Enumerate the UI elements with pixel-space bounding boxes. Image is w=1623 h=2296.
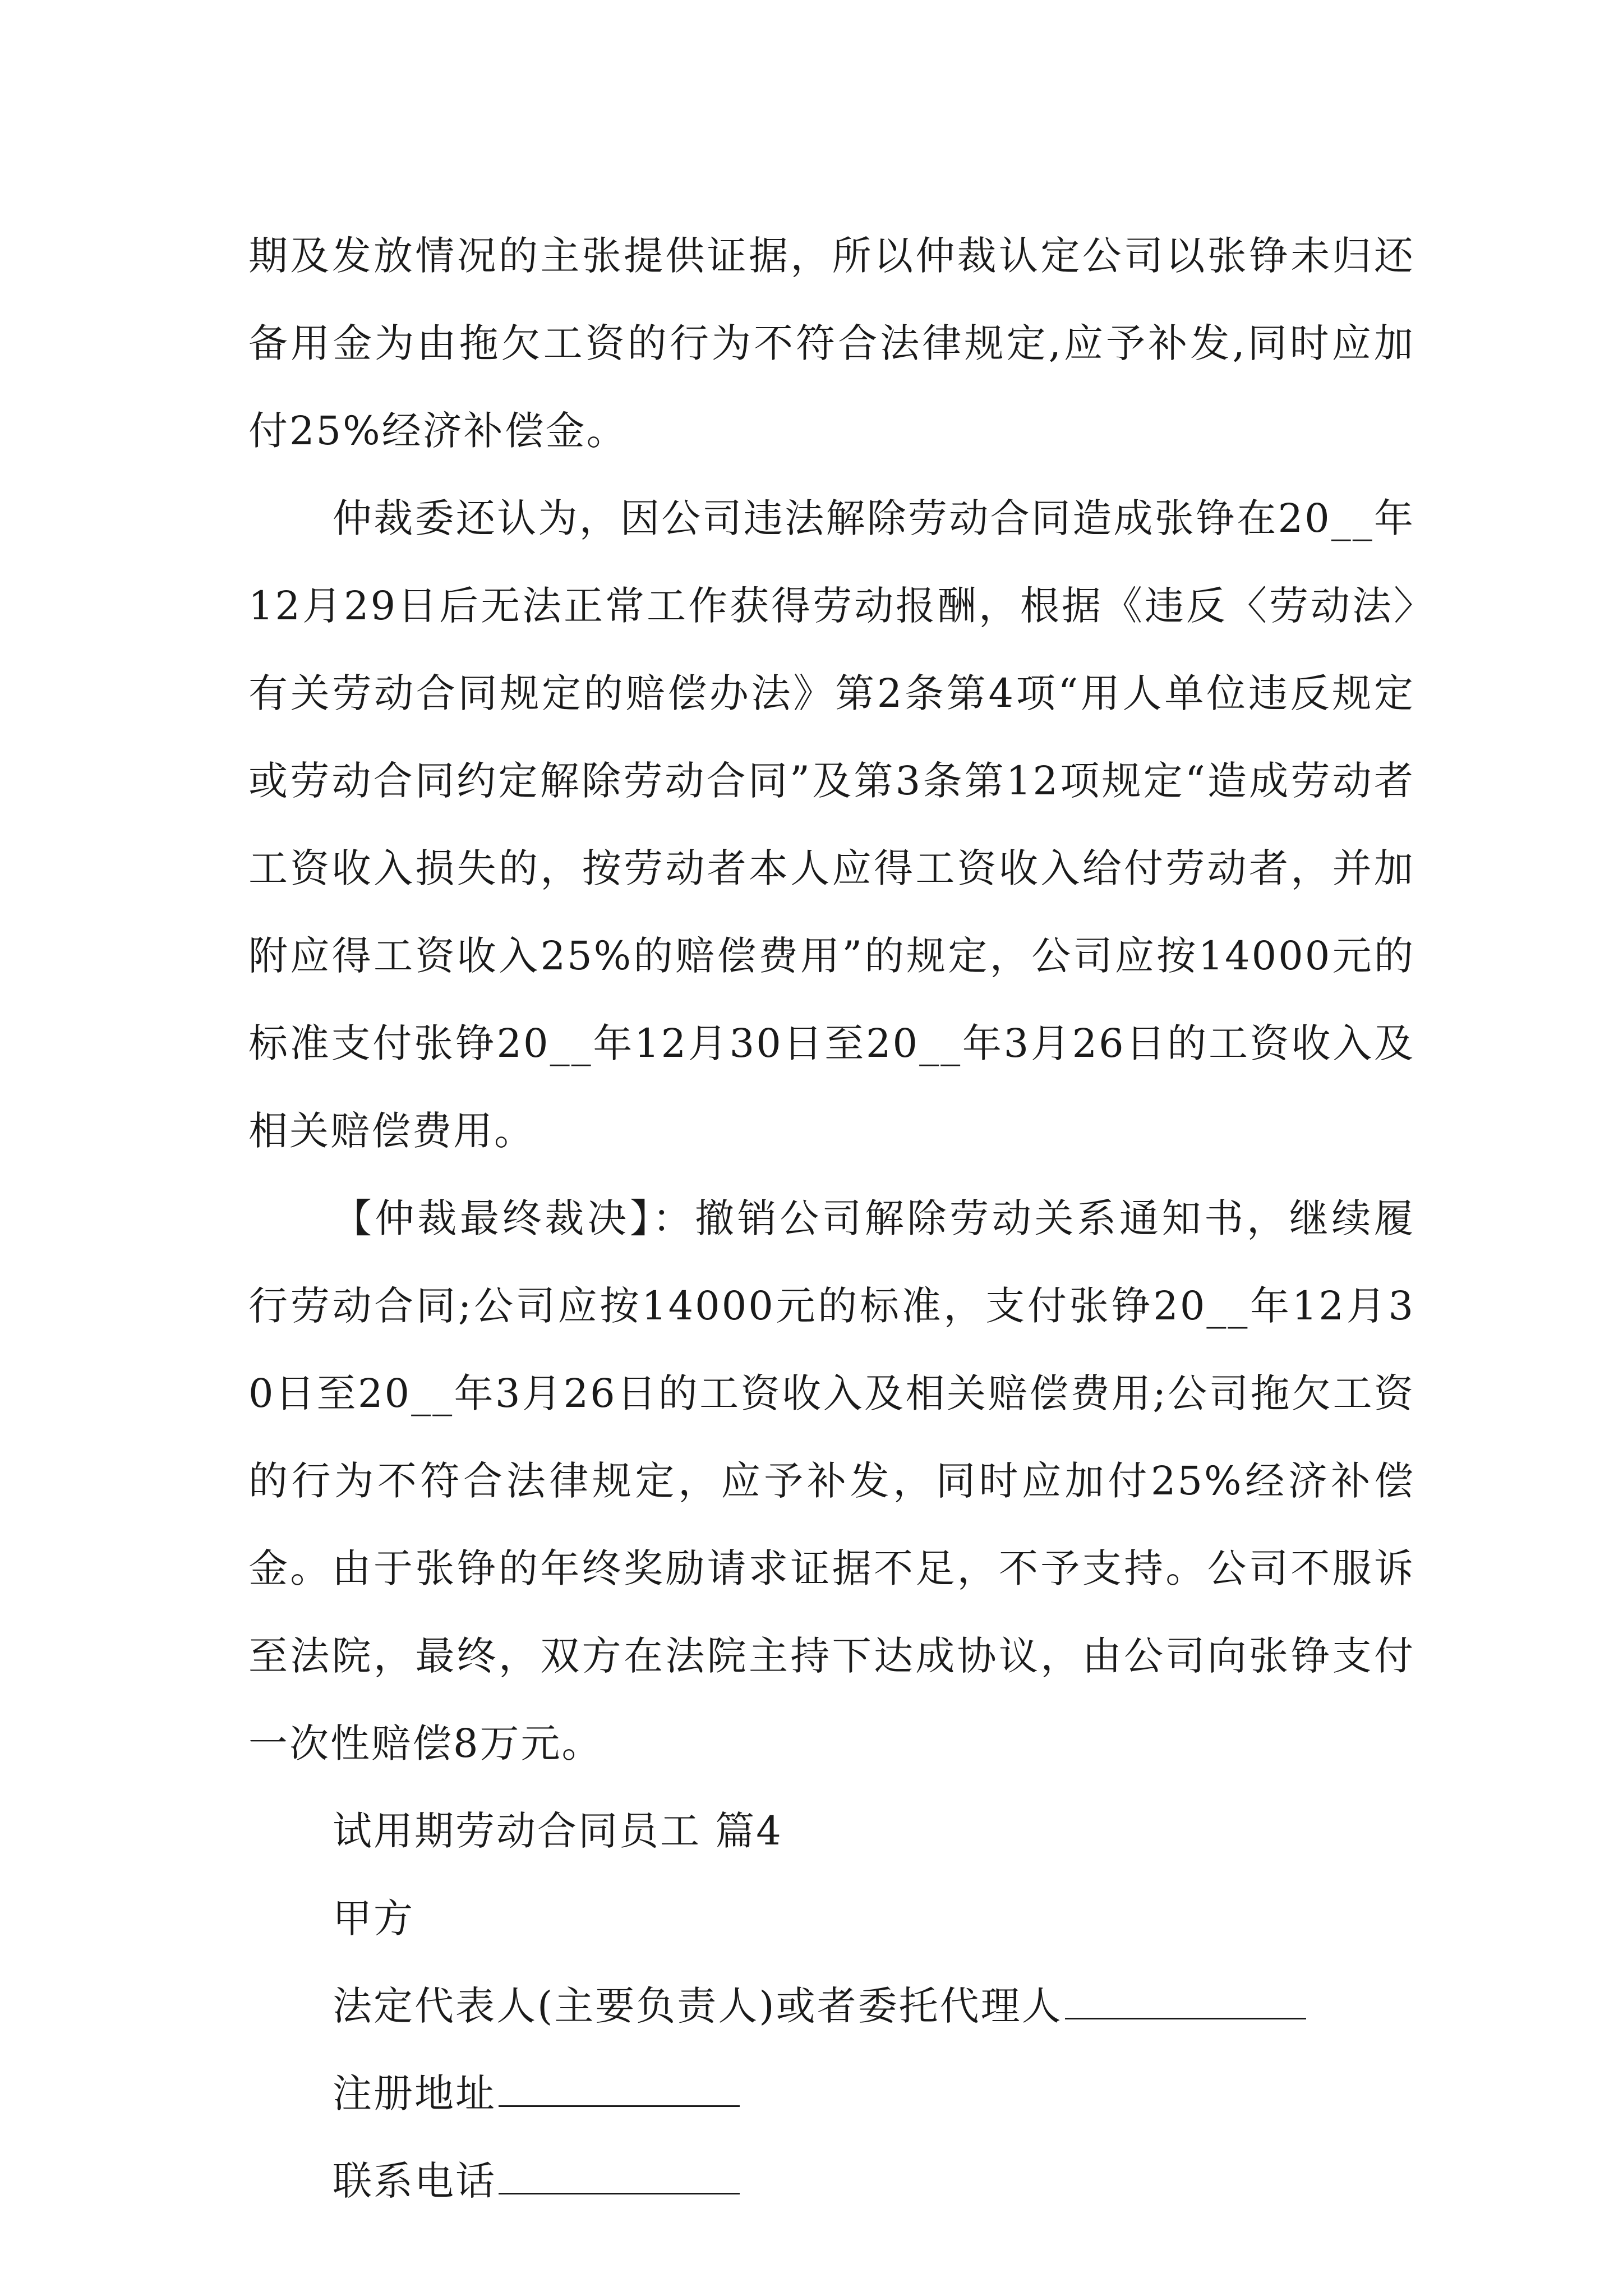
fill-in-blank (499, 2074, 740, 2107)
field-phone (248, 2137, 1415, 2225)
party-a-label: 甲方 (333, 1895, 414, 1941)
section-title: 试用期劳动合同员工 篇4 (333, 1808, 783, 1854)
paragraph-arbitration-reasoning: 仲裁委还认为，因公司违法解除劳动合同造成张铮在20__年12月29日后无法正常工作获得劳动报酬，根据《违反〈劳动法〉有关劳动合同规定的赔偿办法》第2条第4项“用人单位违反规定或劳动合同约定解除劳动合同”及第3条第12项规定“造成劳动者工资收入损失的，按劳动者本人应得工资收入给付劳动者，并加附应得工资收入25%的赔偿费用”的规定，公司应按14000元的标准支付张铮20__年12月30日至20__年3月26日的工资收入及相关赔偿费用。 (248, 495, 1415, 1154)
field-registered-address (248, 2050, 1415, 2137)
fill-in-blank (1065, 1986, 1306, 2019)
field-label: 注册地址 (333, 2070, 496, 2116)
paragraph-continuation: 期及发放情况的主张提供证据，所以仲裁认定公司以张铮未归还备用金为由拖欠工资的行为不符合法律规定,应予补发,同时应加付25%经济补偿金。 (248, 233, 1415, 454)
paragraph-final-ruling: 【仲裁最终裁决】：撤销公司解除劳动关系通知书，继续履行劳动合同;公司应按14000元的标准，支付张铮20__年12月30日至20__年3月26日的工资收入及相关赔偿费用;公司拖欠工资的行为不符合法律规定，应予补发，同时应加付25%经济补偿金。由于张铮的年终奖励请求证据不足，不予支持。公司不服诉至法院，最终，双方在法院主持下达成协议，由公司向张铮支付一次性赔偿8万元。 (248, 1195, 1415, 1766)
document-body (248, 212, 1415, 2225)
field-legal-representative (248, 1962, 1415, 2050)
field-label: 法定代表人(主要负责人)或者委托代理人 (333, 1983, 1063, 2029)
fill-in-blank (499, 2161, 740, 2194)
field-label: 联系电话 (333, 2158, 496, 2204)
